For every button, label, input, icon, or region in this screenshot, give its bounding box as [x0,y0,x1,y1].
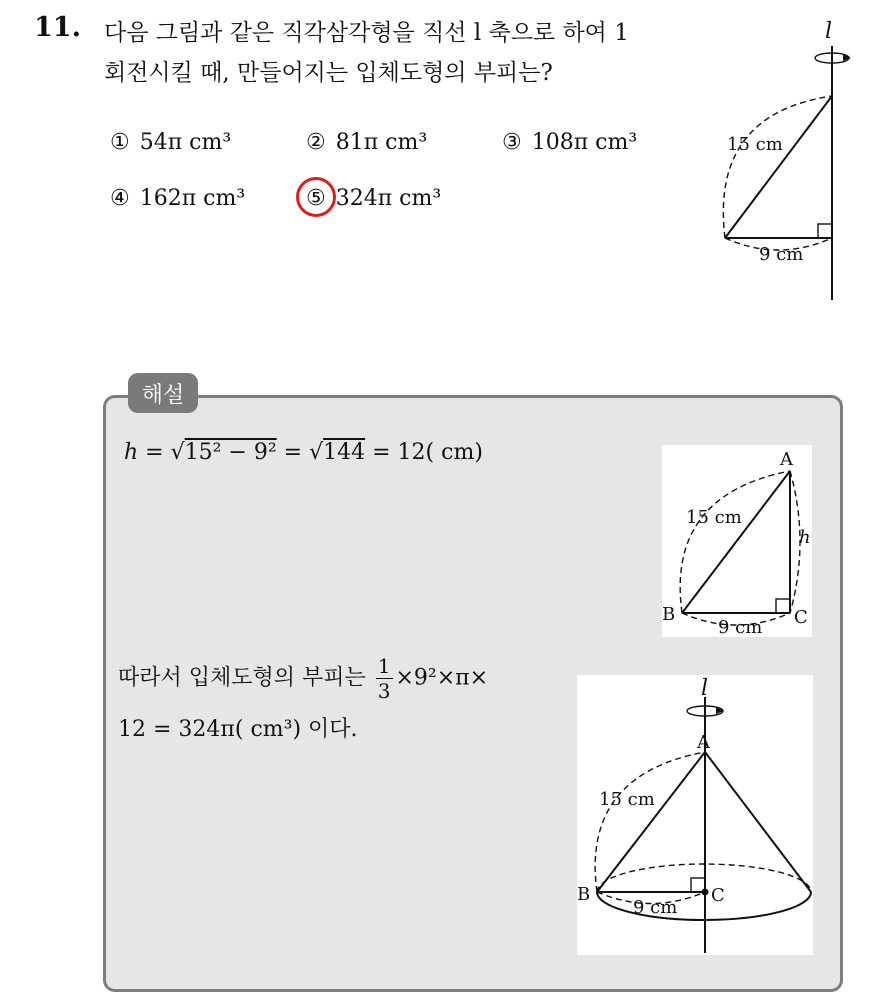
choice-text: 54π cm³ [139,130,232,155]
volume-prefix: 따라서 입체도형의 부피는 [118,665,373,691]
solution-tab: 해설 [128,373,198,413]
choice-mark: ④ [110,186,130,211]
cone-figure [577,675,813,955]
choice-mark: ② [306,130,326,155]
question-figure [705,14,865,304]
axis-label: l [701,676,709,701]
height-label: h [799,527,811,548]
sqrt-arg-1: 15² − 9² [184,440,277,465]
solution-volume-line2: 12 = 324π( cm³) 이다. [118,717,358,742]
choice-1[interactable] [110,130,231,155]
choice-text: 162π cm³ [139,186,246,211]
choice-text: 108π cm³ [531,130,638,155]
choice-mark: ③ [502,130,522,155]
radius-label: 9 cm [633,897,678,918]
triangle-figure [662,445,812,637]
slant-label: 15 cm [599,789,655,810]
vertex-B: B [577,884,591,905]
vertex-C: C [794,607,808,628]
vertex-A: A [780,449,793,470]
base-label: 9 cm [718,617,763,637]
choice-4[interactable] [110,186,245,211]
sqrt-icon: √ [170,440,185,465]
formula-mid: = [276,440,310,465]
choice-3[interactable] [502,130,637,155]
question-number: 11. [34,12,81,43]
choice-mark: ① [110,130,130,155]
question-text-line1: 다음 그림과 같은 직각삼각형을 직선 l 축으로 하여 1 [104,20,629,46]
formula-right: = 12( cm) [365,440,483,465]
choice-2[interactable] [306,130,427,155]
hyp-label: 15 cm [686,507,742,528]
sqrt-icon: √ [309,440,324,465]
fraction-one-third: $\frac{1}{3}$ [377,654,391,703]
volume-suffix: ×9²×π× [395,665,489,691]
axis-label: l [825,19,833,44]
base-label: 9 cm [759,244,804,265]
choice-mark: ⑤ [306,186,326,211]
formula-left: h = [124,440,171,465]
vertex-B: B [662,604,676,625]
choice-text: 324π cm³ [335,186,442,211]
vertex-C: C [711,885,725,906]
vertex-A: A [697,732,710,753]
hyp-label: 15 cm [727,134,783,155]
answer-circle-mark [296,177,336,217]
sqrt-arg-2: 144 [323,440,366,465]
choice-text: 81π cm³ [335,130,428,155]
question-text-line2: 회전시킬 때, 만들어지는 입체도형의 부피는? [104,60,553,86]
solution-formula-height [124,440,483,465]
solution-volume-line1 [118,654,488,703]
